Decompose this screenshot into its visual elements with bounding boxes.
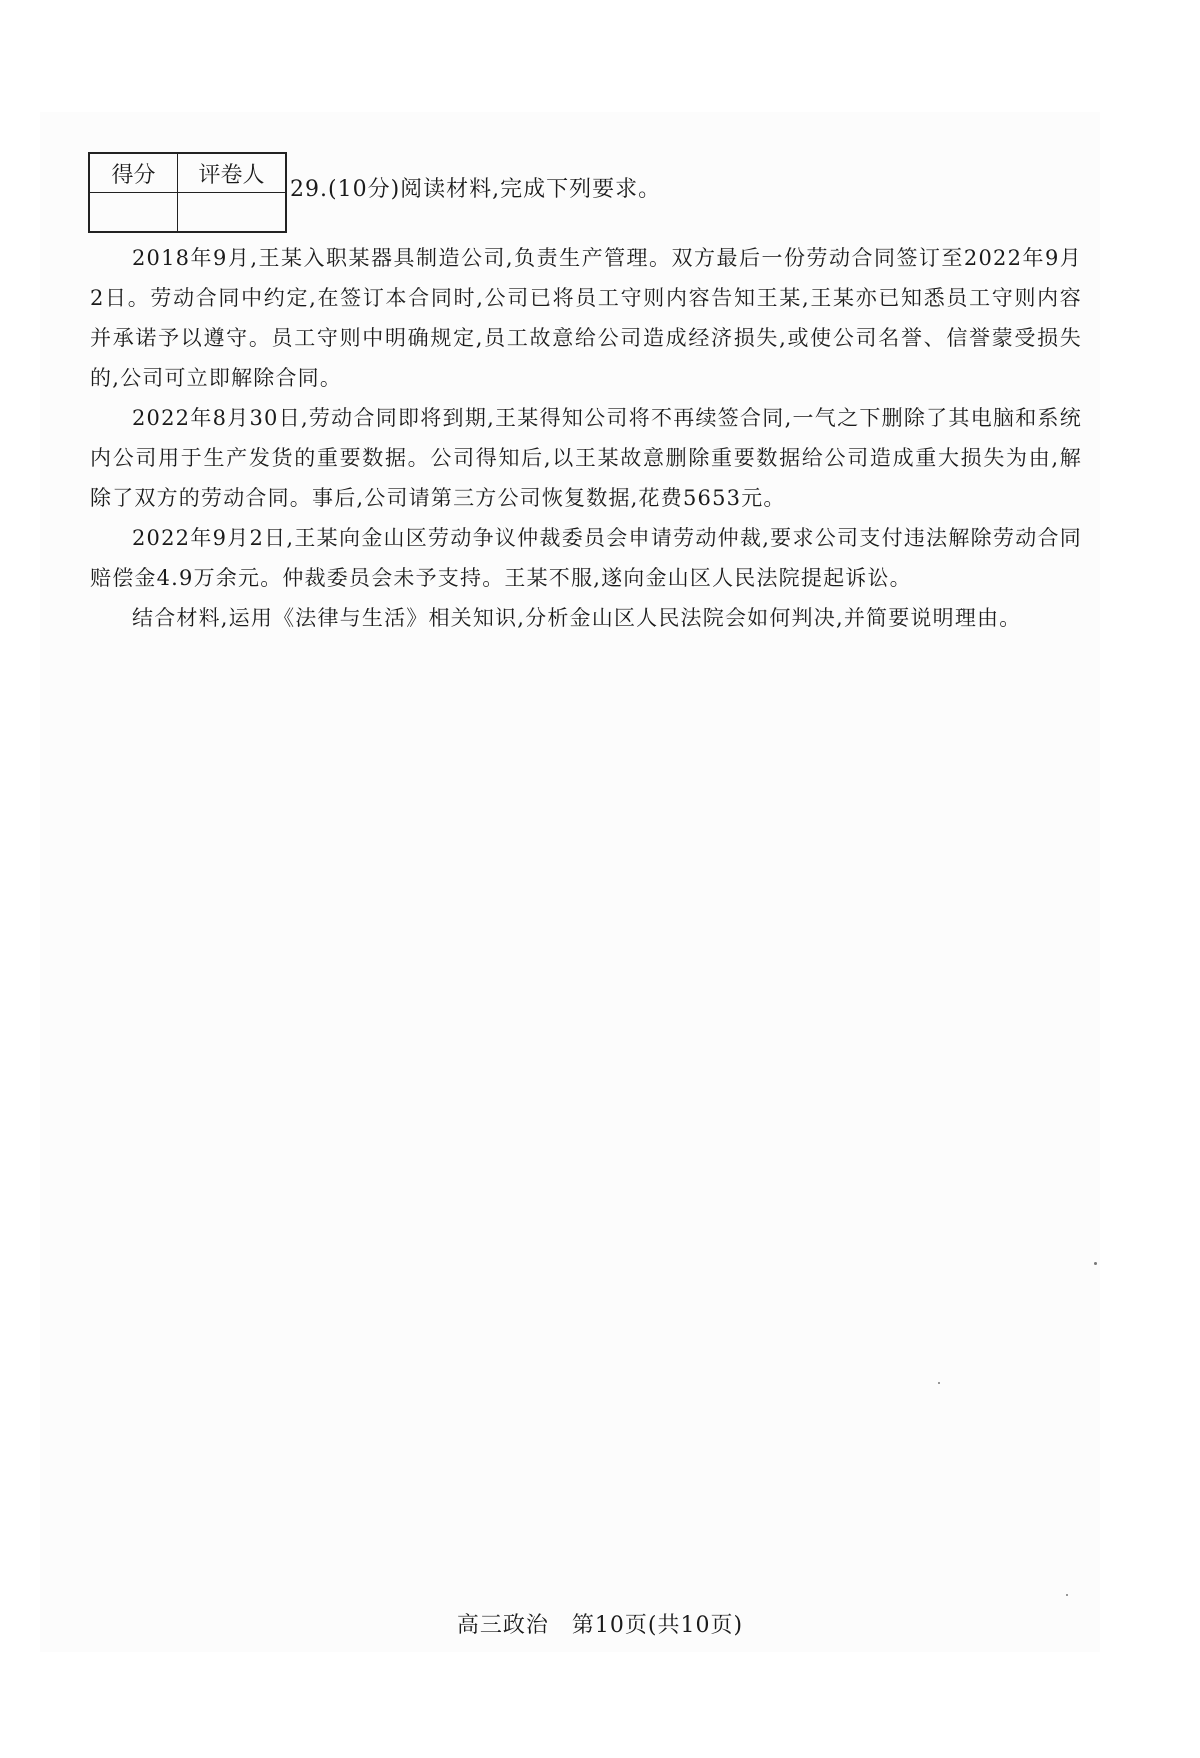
score-table (88, 152, 287, 233)
score-cell[interactable] (89, 193, 178, 233)
question-title: 29.(10分)阅读材料,完成下列要求。 (290, 177, 662, 202)
question-prompt: 结合材料,运用《法律与生活》相关知识,分析金山区人民法院会如何判决,并简要说明理由。 (132, 606, 1022, 630)
score-header: 得分 (89, 153, 178, 193)
scan-speck (938, 1382, 940, 1384)
scan-speck (1094, 1262, 1097, 1265)
grader-header: 评卷人 (178, 153, 287, 193)
paragraph: 2022年9月2日,王某向金山区劳动争议仲裁委员会申请劳动仲裁,要求公司支付违法解除劳动合同赔偿金4.9万余元。仲裁委员会未予支持。王某不服,遂向金山区人民法院提起诉讼。 (90, 526, 1082, 590)
grader-cell[interactable] (178, 193, 287, 233)
question-material (90, 238, 1082, 638)
scan-speck (1066, 1594, 1068, 1596)
page-footer: 高三政治 第10页(共10页) (456, 1613, 744, 1638)
paragraph: 2022年8月30日,劳动合同即将到期,王某得知公司将不再续签合同,一气之下删除了其电脑和系统内公司用于生产发货的重要数据。公司得知后,以王某故意删除重要数据给公司造成重大损失为由,解除了双方的劳动合同。事后,公司请第三方公司恢复数据,花费5653元。 (90, 406, 1082, 510)
paragraph: 2018年9月,王某入职某器具制造公司,负责生产管理。双方最后一份劳动合同签订至2022年9月2日。劳动合同中约定,在签订本合同时,公司已将员工守则内容告知王某,王某亦已知悉员工守则内容并承诺予以遵守。员工守则中明确规定,员工故意给公司造成经济损失,或使公司名誉、信誉蒙受损失的,公司可立即解除合同。 (90, 246, 1082, 390)
